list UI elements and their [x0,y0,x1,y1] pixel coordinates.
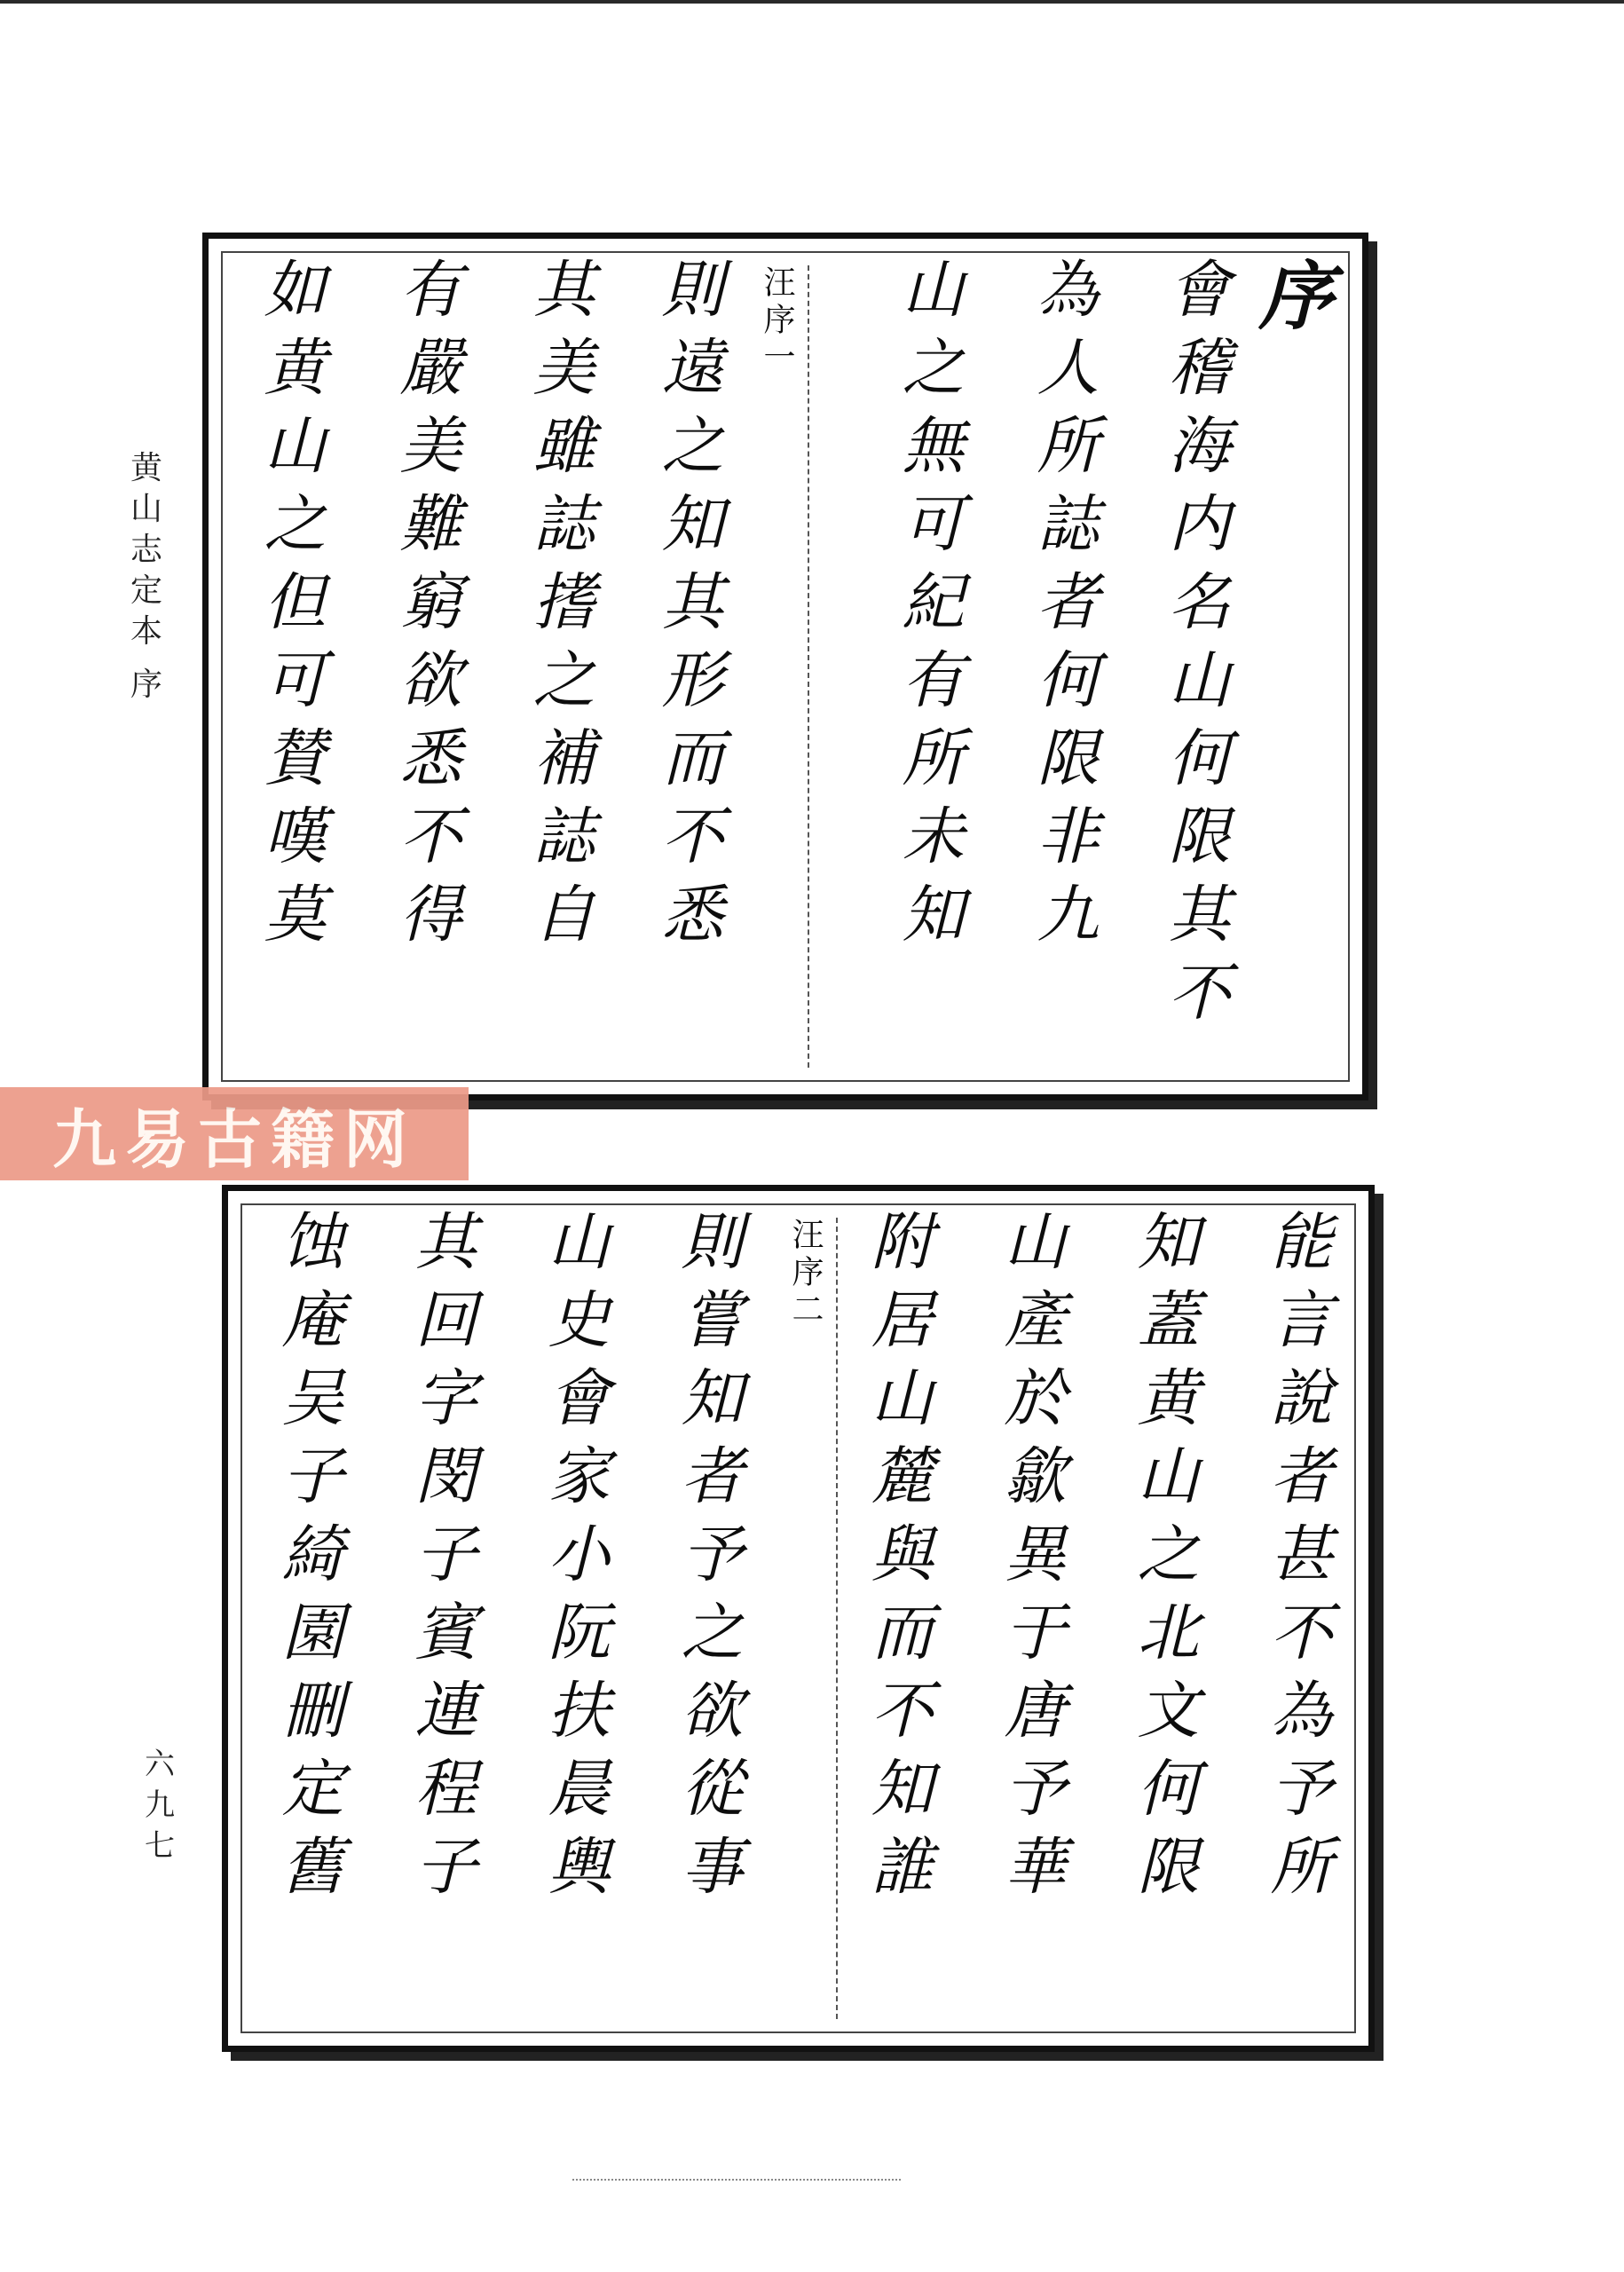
upper-column-3: 山之無可紀有所未知 [892,256,965,959]
lower-column-6: 山史會家小阮扶晨輿 [538,1209,611,1912]
upper-text-block [202,233,1368,1100]
upper-column-7: 如黄山之但可賛嘆莫 [254,256,327,959]
watermark-stamp [0,1087,469,1180]
bottom-rule [572,2179,901,2181]
page-number: 六九七 [145,1747,175,1864]
lower-column-8: 蚀庵吴子綺園刪定舊 [272,1209,344,1912]
upper-fold-label: 汪序一 [759,265,795,377]
title-spacer [120,652,173,665]
margin-title [120,448,173,706]
upper-column-2: 為人所誌者何限非九 [1027,256,1100,959]
upper-fold-line [808,265,809,1068]
book-title: 黄山志定本 [130,450,162,650]
lower-column-7: 其回字閔子賓連程子 [405,1209,477,1912]
lower-fold-label: 汪序二 [787,1218,824,1329]
lower-column-2: 知蓋黄山之北文何限 [1127,1209,1200,1912]
upper-column-4: 則遠之知其形而不悉 [651,256,724,959]
upper-column-1: 會稽海内名山何限其不 [1158,256,1231,1037]
lower-column-3: 山產於歙異于唐予華 [994,1209,1067,1912]
section-label: 序 [130,667,162,703]
lower-column-4: 附居山麓與而不知誰 [861,1209,934,1912]
lower-column-5: 則嘗知者予之欲從事 [671,1209,744,1912]
lower-text-block [222,1185,1375,2052]
watermark-text: 九易古籍网 [51,1100,416,1177]
lower-fold-line [836,1218,838,2019]
upper-heading: 序 [1247,256,1335,349]
lower-column-1: 能言說者甚不為予所 [1260,1209,1333,1912]
upper-column-6: 有嚴美難窮欲悉不得 [390,256,462,959]
top-border-line [0,0,1624,4]
upper-column-5: 其美雖誌搘之補誌自 [523,256,595,959]
